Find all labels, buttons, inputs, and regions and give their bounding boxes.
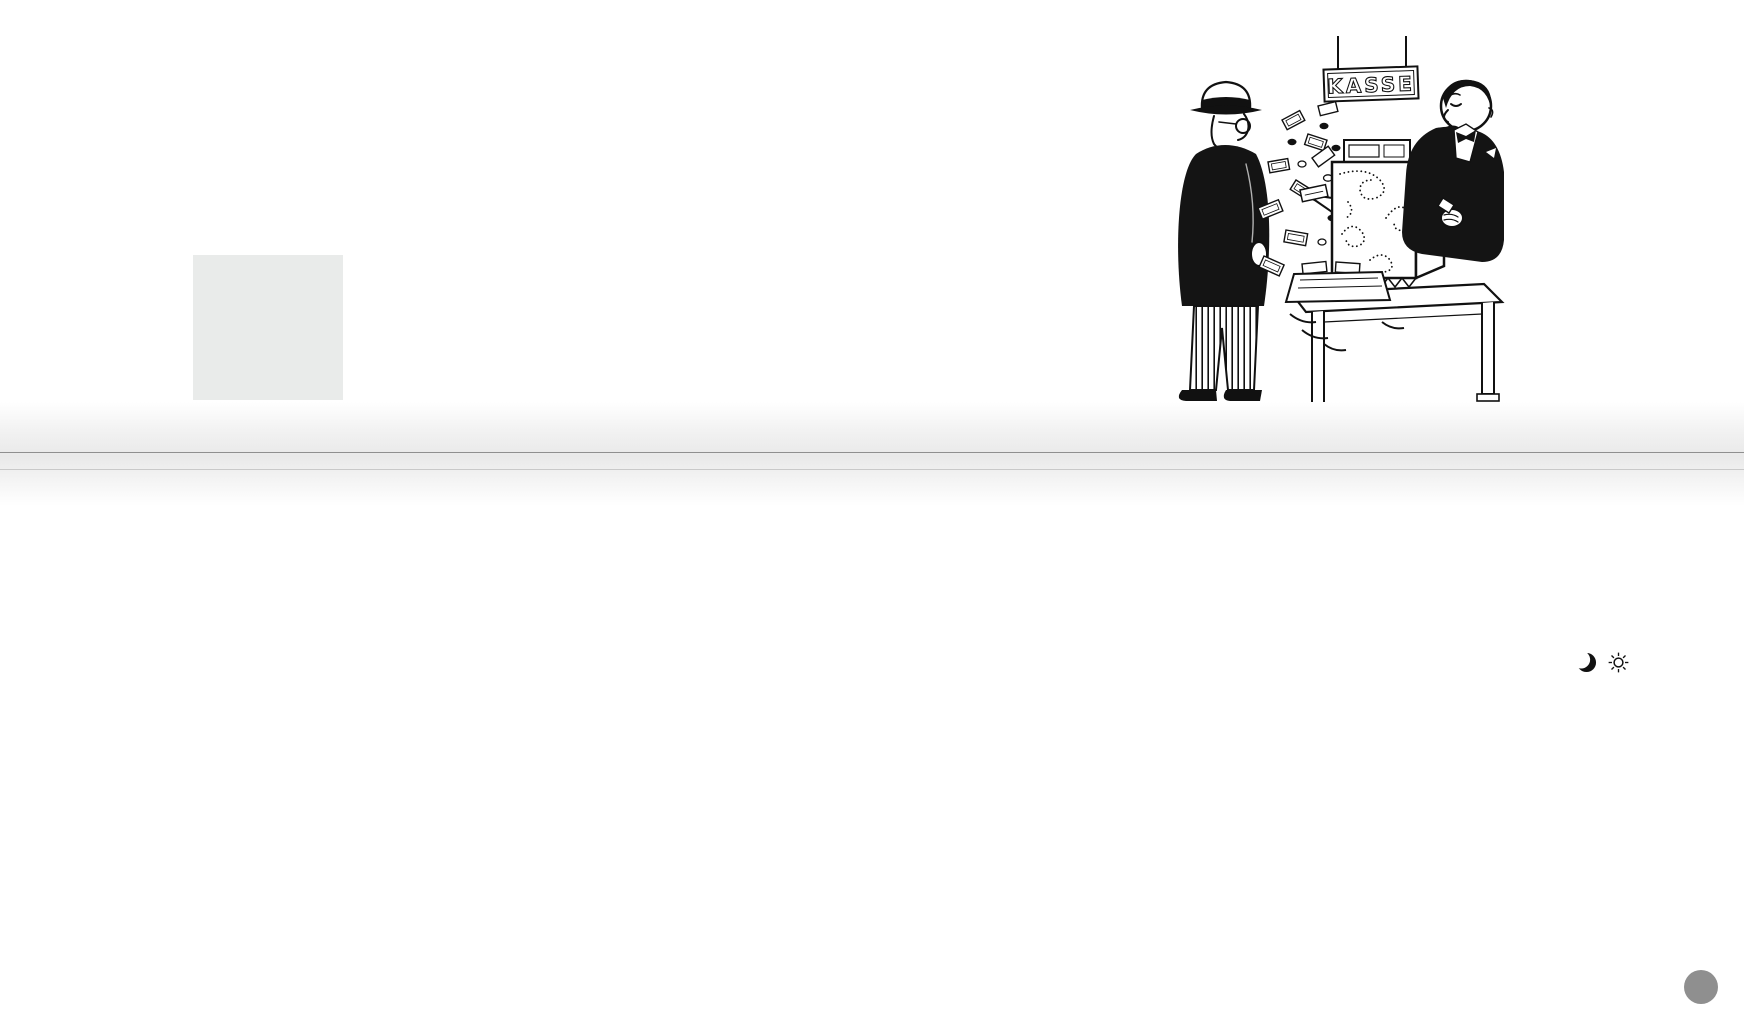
page-fold-line — [0, 452, 1744, 453]
sun-icon — [1607, 651, 1630, 674]
kasse-sign-text: KASSE — [1326, 71, 1416, 99]
flying-money — [1258, 102, 1343, 276]
cashier-figure — [1402, 80, 1504, 262]
cartoon-illustration — [1086, 22, 1506, 420]
customer-figure — [1178, 82, 1269, 401]
page-fold-line-light — [0, 469, 1744, 470]
astro-times — [1576, 651, 1635, 674]
desk — [1292, 284, 1502, 411]
current-month-highlight — [193, 255, 343, 400]
moon-icon — [1576, 651, 1597, 674]
spiral-binding — [0, 402, 1744, 506]
heye-logo — [1684, 970, 1718, 1004]
kasse-sign — [1323, 36, 1418, 102]
